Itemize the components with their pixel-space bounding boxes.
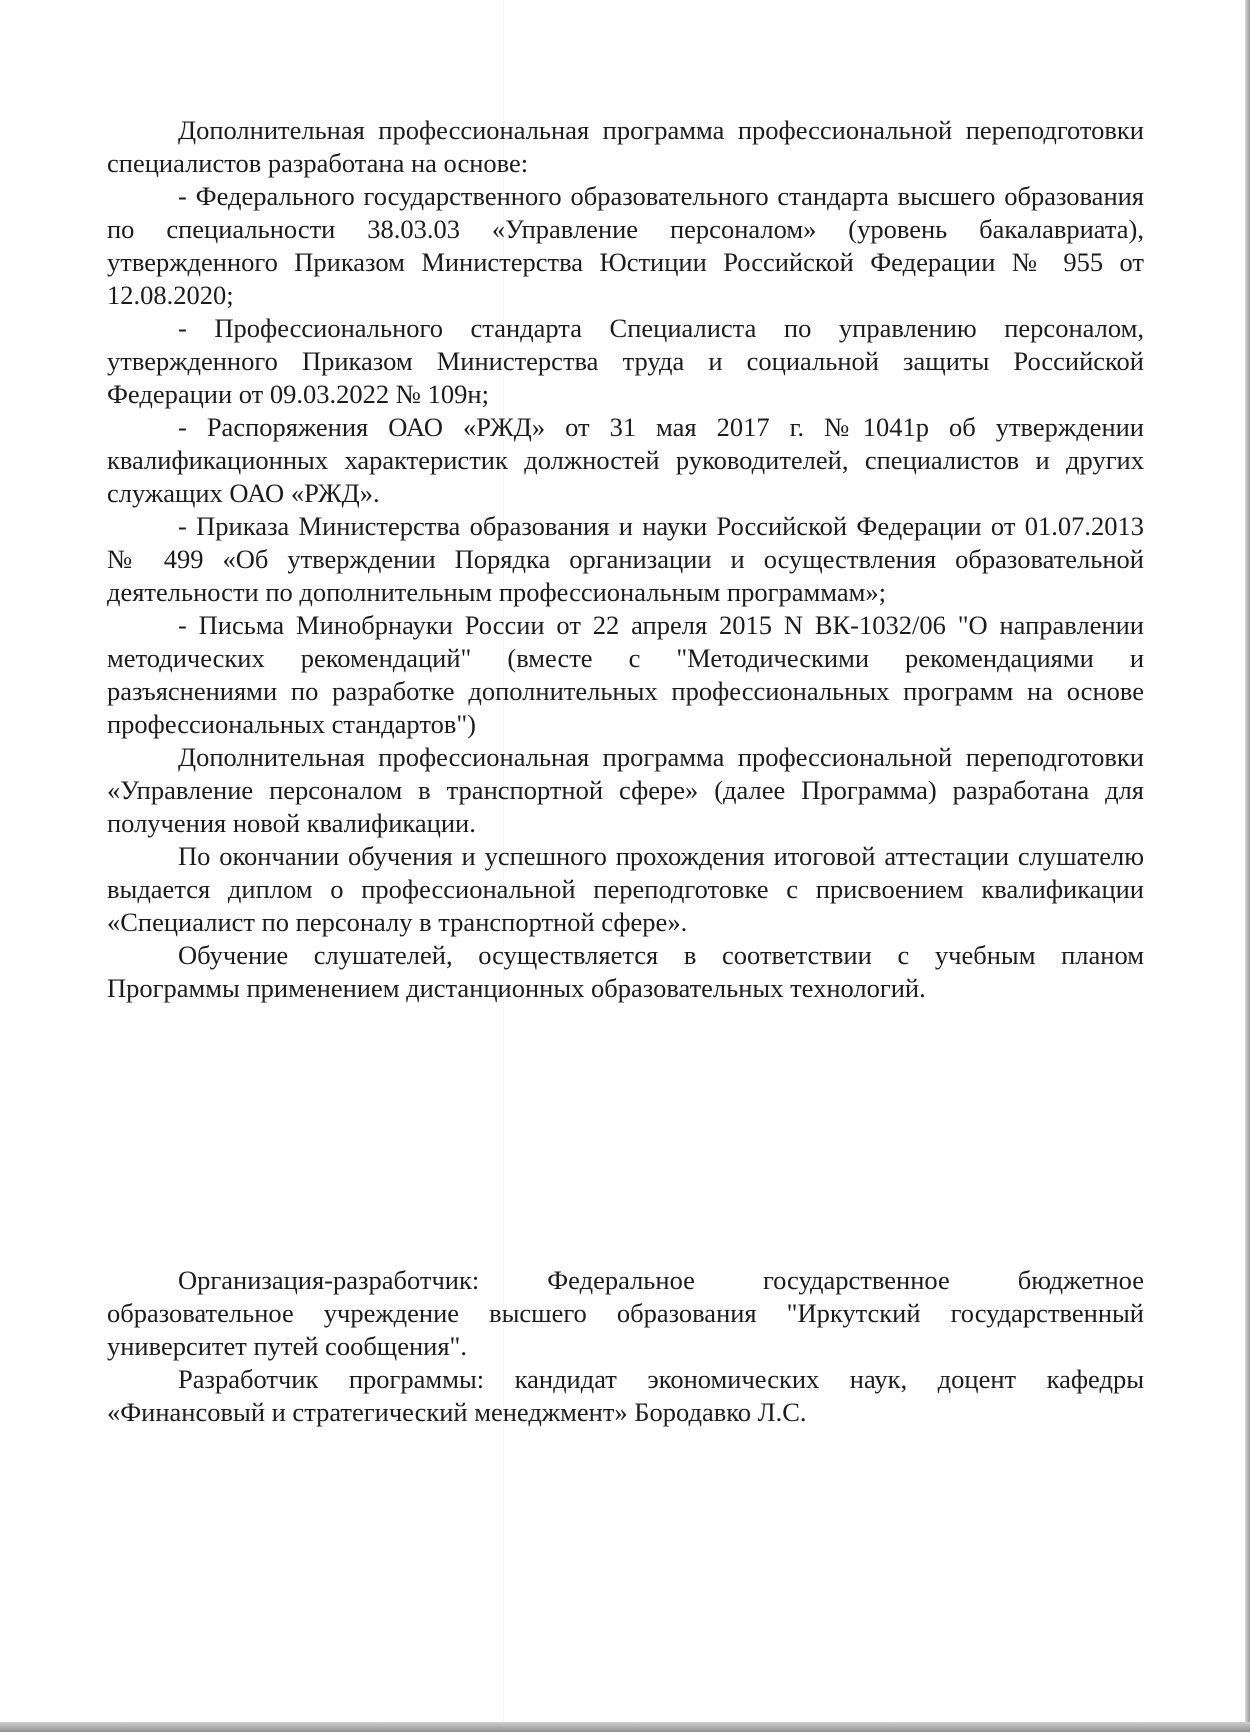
scan-border-right <box>1245 0 1250 1732</box>
program-basis-section <box>107 114 1144 1005</box>
basis-item-ministry-order: - Приказа Министерства образования и науки Российской Федерации от 01.07.2013 № 499 «Об утверждении Порядка организации и осуществления образовательной деятельности по дополнительным профессиональным программам»; <box>107 511 1144 607</box>
completion-paragraph: По окончании обучения и успешного прохождения итоговой аттестации слушателю выдается диплом о профессиональной переподготовке с присвоением квалификации «Специалист по персоналу в транспортной сфере». <box>107 841 1144 937</box>
training-paragraph: Обучение слушателей, осуществляется в соответствии с учебным планом Программы применением дистанционных образовательных технологий. <box>107 940 1144 1003</box>
basis-item-letter: - Письма Минобрнауки России от 22 апреля 2015 N ВК-1032/06 "О направлении методических рекомендаций" (вместе с "Методическими рекомендациями и разъяснениями по разработке дополнительных профессиональных программ на основе профессиональных стандартов") <box>107 610 1144 739</box>
developer-paragraph: Разработчик программы: кандидат экономических наук, доцент кафедры «Финансовый и стратегический менеджмент» Бородавко Л.С. <box>107 1364 1144 1427</box>
organization-paragraph: Организация-разработчик: Федеральное государственное бюджетное образовательное учреждение высшего образования "Иркутский государственный университет путей сообщения". <box>107 1265 1144 1361</box>
developer-section <box>107 1264 1144 1429</box>
basis-item-prof-standard: - Профессионального стандарта Специалиста по управлению персоналом, утвержденного Приказом Министерства труда и социальной защиты Российской Федерации от 09.03.2022 № 109н; <box>107 313 1144 409</box>
purpose-paragraph: Дополнительная профессиональная программа профессиональной переподготовки «Управление персоналом в транспортной сфере» (далее Программа) разработана для получения новой квалификации. <box>107 742 1144 838</box>
intro-paragraph: Дополнительная профессиональная программа профессиональной переподготовки специалистов разработана на основе: <box>107 115 1144 178</box>
basis-item-rzd-order: - Распоряжения ОАО «РЖД» от 31 мая 2017 г. №1041р об утверждении квалификационных характеристик должностей руководителей, специалистов и других служащих ОАО «РЖД». <box>107 412 1144 508</box>
scan-border-bottom <box>0 1722 1250 1732</box>
basis-item-fgos: - Федерального государственного образовательного стандарта высшего образования по специальности 38.03.03 «Управление персоналом» (уровень бакалавриата), утвержденного Приказом Министерства Юстиции Российской Федерации № 955 от 12.08.2020; <box>107 181 1144 310</box>
